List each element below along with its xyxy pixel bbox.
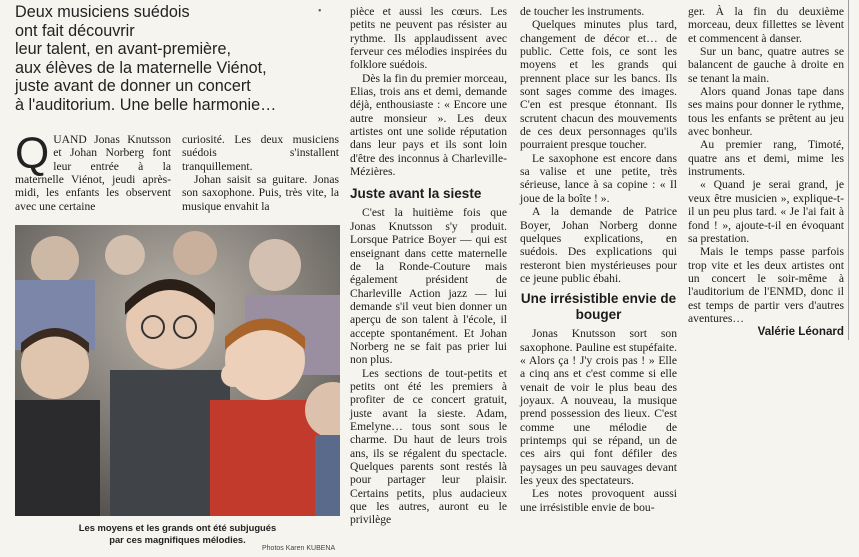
article-lead (15, 3, 335, 115)
photo-credit: Photos Karen KUBENA (262, 545, 336, 552)
subheading: Une irrésistible envie de bouger (520, 291, 677, 323)
paragraph: C'est la huitième fois que Jonas Knutsson s'y produit. Lorsque Patrice Boyer — qui est enseignant dans cette maternelle de la Ronde-Couture mais également président de Charleville Action jazz — lui demande s'il veut bien donner un aperçu de son talent à l'école, il accepte spontanément. Et Johan Norberg ne se fait pas prier lui non plus. (350, 206, 507, 367)
paragraph: Johan saisit sa guitare. Jonas son saxophone. Puis, très vite, la musique envahit la (182, 173, 339, 213)
paragraph: Mais le temps passe parfois trop vite et les deux artistes ont un concert le soir-même à l'auditorium de l'ENMD, donc il est temps de partir vers d'autres aventures… (688, 245, 844, 325)
column-3 (350, 5, 507, 527)
lead-line: aux élèves de la maternelle Viénot, (15, 58, 267, 77)
caption-line: par ces magnifiques mélodies. (109, 534, 246, 545)
author-signature: Valérie Léonard (757, 325, 844, 339)
lead-line: ont fait découvrir (15, 21, 135, 40)
paragraph: Jonas Knutsson sort son saxophone. Pauline est stupéfaite. « Alors ça ! J'y crois pas ! » Elle a cinq ans et c'est comme si elle venait de voir le plus beau des joyaux. A nouveau, la musique prend possession des lieux. C'est comme une mélodie de printemps qui se répand, un de ces airs qui font défiler des paysages un peu sauvages devant les yeux des spectateurs. (520, 327, 677, 487)
paragraph: pièce et aussi les cœurs. Les petits ne peuvent pas résister au rythme. Ils applaudissent avec ferveur ces mélodies inspirées du folklore suédois. (350, 5, 507, 72)
photo-children-listening (15, 225, 340, 516)
paragraph: « Quand je serai grand, je veux être musicien », explique-t-il un peu plus tard. « Je l'ai fait à fond ! », ajoute-t-il en évoquant sa prestation. (688, 178, 844, 245)
column-4 (520, 5, 677, 514)
paragraph: de toucher les instruments. (520, 5, 645, 18)
paragraph: Alors quand Jonas tape dans ses mains pour donner le rythme, tous les enfants se prêtent au jeu avec bonheur. (688, 85, 844, 139)
paragraph: Dès la fin du premier morceau, Elias, trois ans et demi, demande déjà, enthousiaste : « Encore une autre monsieur ». Les deux artistes ont une solide réputation dans leur pays et ils sont loin d'être des inconnus à Charleville-Mézières. (350, 71, 507, 179)
intro-text: UAND Jonas Knutsson et Johan Norberg font leur entrée à la maternelle Viénot, jeudi après-midi, les enfants les observent avec une certaine (15, 133, 171, 213)
column-2 (182, 133, 339, 213)
paragraph: Le saxophone est encore dans sa valise et une petite, très sérieuse, lance à sa copine : « Il joue de la boîte ! ». (520, 151, 677, 205)
paragraph: curiosité. Les deux musiciens suédois s'installent tranquillement. (182, 133, 339, 173)
paragraph: Quelques minutes plus tard, changement de décor et… de public. Cette fois, ce sont les moyens et les grands qui prennent place sur les bancs. Ils sont sages comme des images. C'en est presque étonnant. Ils scrutent chacun des mouvements de ces deux personnages qu'ils pourraient presque toucher. (520, 18, 677, 152)
lead-line: juste avant de donner un concert (15, 77, 251, 96)
column-5 (688, 5, 844, 339)
paragraph: Les notes provoquent aussi une irrésistible envie de bou- (520, 487, 677, 514)
subheading: Juste avant la sieste (350, 186, 482, 202)
caption-line: Les moyens et les grands ont été subjugués (78, 522, 277, 533)
paragraph: ger. À la fin du deuxième morceau, deux fillettes se lèvent et commencent à danser. (688, 5, 844, 45)
photo-illustration (15, 225, 340, 516)
paragraph: Sur un banc, quatre autres se balancent de gauche à droite en se tenant la main. (688, 45, 844, 85)
lead-line: à l'auditorium. Une belle harmonie… (15, 95, 277, 114)
lead-line: Deux musiciens suédois (15, 3, 190, 21)
intro-paragraph (15, 129, 171, 213)
paragraph: Au premier rang, Timoté, quatre ans et demi, mime les instruments. (688, 138, 844, 179)
paragraph: Les sections de tout-petits et petits ont été les premiers à profiter de ce concert gratuit, juste avant la sieste. Adam, Emelyne… tous sont sous le charme. Du haut de leurs trois ans, ils se régalent du spectacle. Quelques parents sont restés là pour partager leur plaisir. Certains petits, plus audacieux que les autres, auront eu le privilège (350, 366, 507, 527)
column-rule (848, 0, 849, 340)
ornament-dot: • (318, 6, 322, 17)
paragraph: A la demande de Patrice Boyer, Johan Norberg donne quelques explications, en suédois. Des explications qui resteront bien mystérieuses pour ce jeune public ébahi. (520, 205, 677, 285)
column-1 (15, 129, 171, 213)
photo-caption (15, 522, 340, 546)
drop-cap: Q (15, 129, 50, 178)
lead-line: leur talent, en avant-première, (15, 40, 231, 59)
